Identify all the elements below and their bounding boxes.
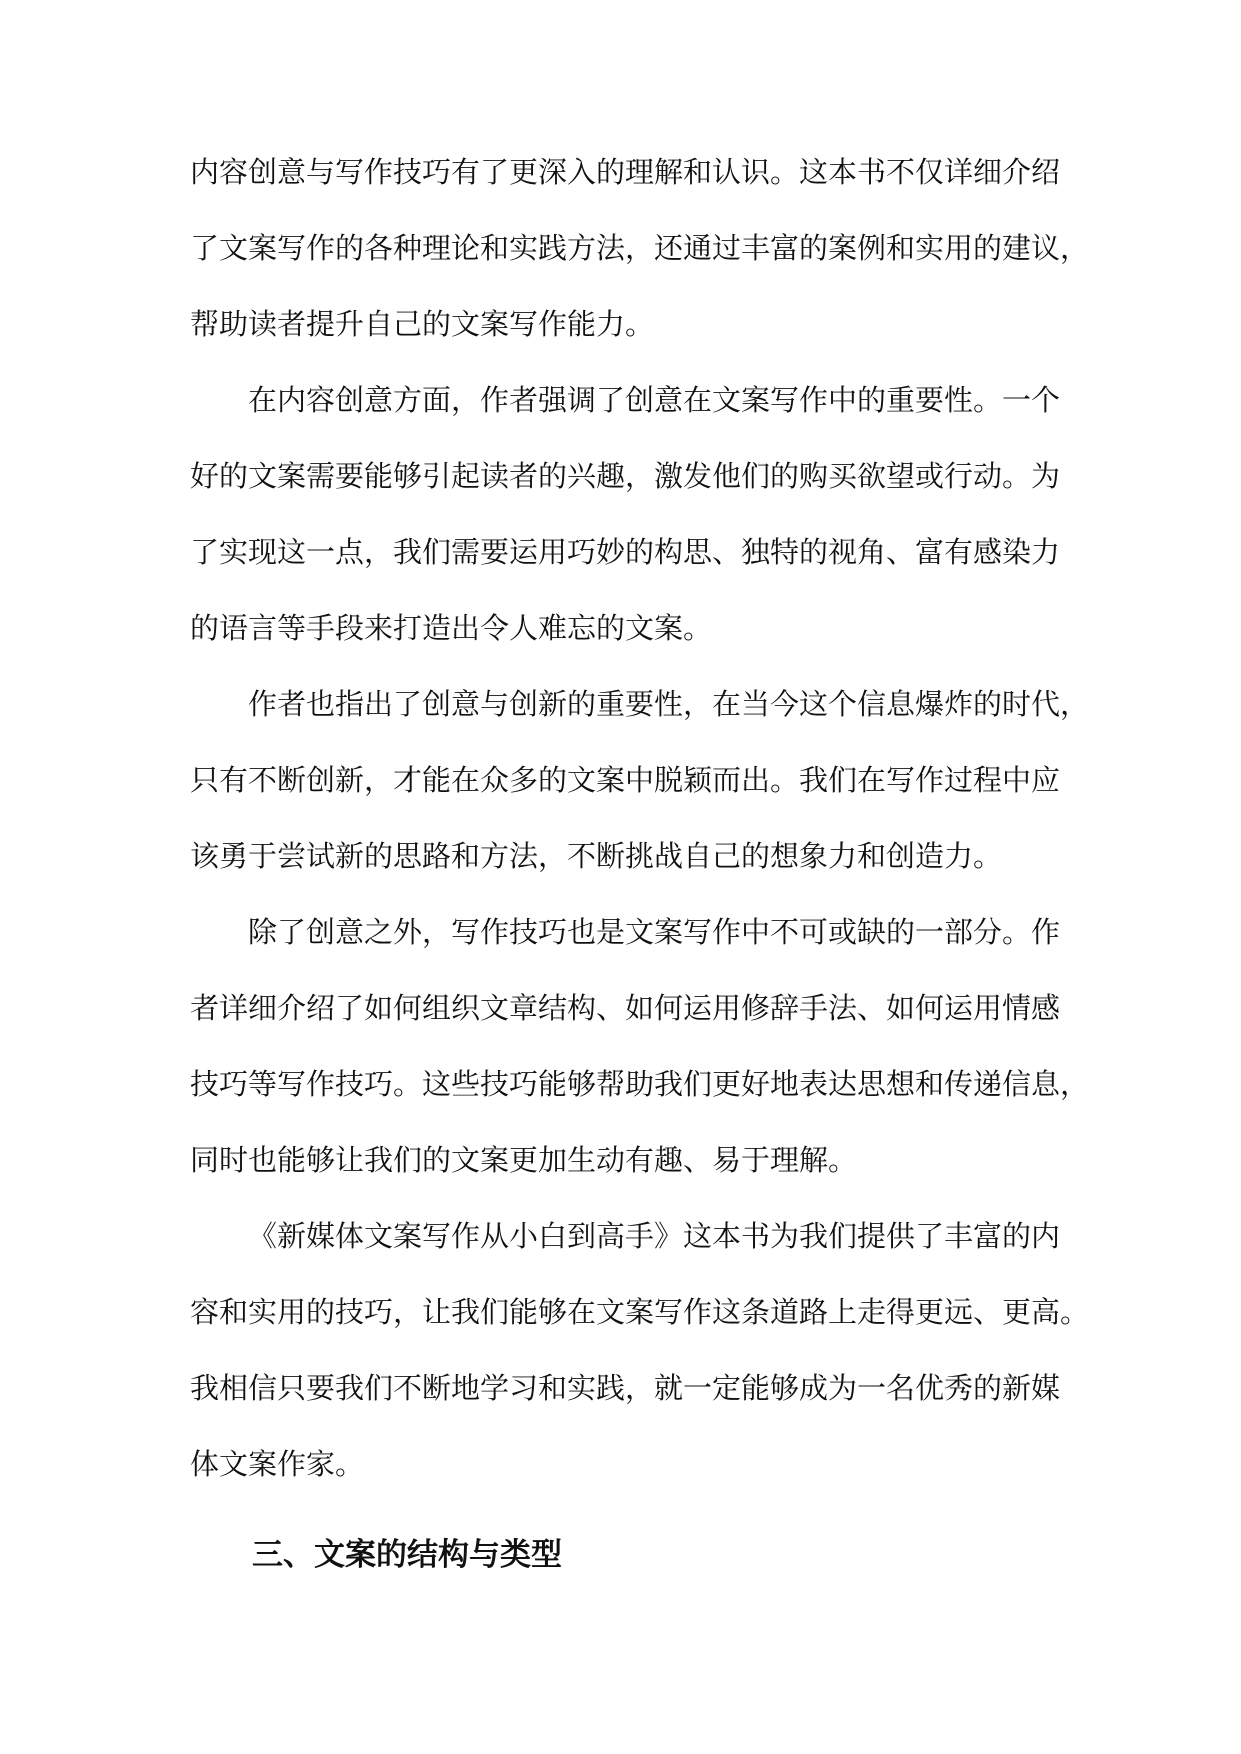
paragraph-4-line-4: 同时也能够让我们的文案更加生动有趣、易于理解。 bbox=[190, 1143, 858, 1177]
paragraph-3-line-2: 只有不断创新，才能在众多的文案中脱颖而出。我们在写作过程中应 bbox=[190, 763, 1061, 797]
paragraph-2-line-3: 了实现这一点，我们需要运用巧妙的构思、独特的视角、富有感染力 bbox=[190, 535, 1061, 569]
paragraph-2-line-4: 的语言等手段来打造出令人难忘的文案。 bbox=[190, 611, 713, 645]
paragraph-5-line-2: 容和实用的技巧，让我们能够在文案写作这条道路上走得更远、更高。 bbox=[190, 1295, 1090, 1329]
paragraph-5-line-3: 我相信只要我们不断地学习和实践，就一定能够成为一名优秀的新媒 bbox=[190, 1371, 1061, 1405]
paragraph-4-line-3: 技巧等写作技巧。这些技巧能够帮助我们更好地表达思想和传递信息， bbox=[190, 1067, 1090, 1101]
paragraph-1-line-2: 了文案写作的各种理论和实践方法，还通过丰富的案例和实用的建议， bbox=[190, 231, 1090, 265]
paragraph-1-line-1: 内容创意与写作技巧有了更深入的理解和认识。这本书不仅详细介绍 bbox=[190, 155, 1061, 189]
paragraph-3-line-3: 该勇于尝试新的思路和方法，不断挑战自己的想象力和创造力。 bbox=[190, 839, 1003, 873]
paragraph-2-line-2: 好的文案需要能够引起读者的兴趣，激发他们的购买欲望或行动。为 bbox=[190, 459, 1061, 493]
paragraph-2-line-1: 在内容创意方面，作者强调了创意在文案写作中的重要性。一个 bbox=[248, 383, 1061, 417]
paragraph-4-line-2: 者详细介绍了如何组织文章结构、如何运用修辞手法、如何运用情感 bbox=[190, 991, 1061, 1025]
paragraph-5-line-4: 体文案作家。 bbox=[190, 1447, 365, 1481]
paragraph-3-line-1: 作者也指出了创意与创新的重要性，在当今这个信息爆炸的时代， bbox=[248, 687, 1090, 721]
section-heading: 三、文案的结构与类型 bbox=[252, 1537, 562, 1573]
paragraph-4-line-1: 除了创意之外，写作技巧也是文案写作中不可或缺的一部分。作 bbox=[248, 915, 1061, 949]
paragraph-5-line-1: 《新媒体文案写作从小白到高手》这本书为我们提供了丰富的内 bbox=[248, 1219, 1061, 1253]
paragraph-1-line-3: 帮助读者提升自己的文案写作能力。 bbox=[190, 307, 655, 341]
